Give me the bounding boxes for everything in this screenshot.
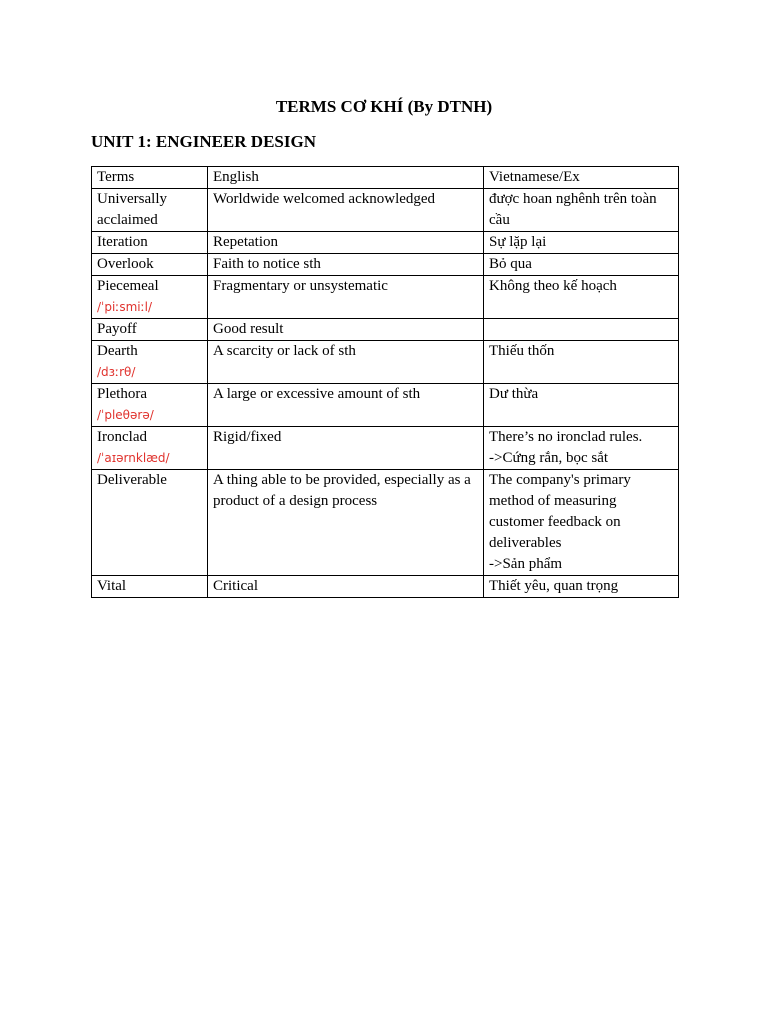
term-cell: Payoff bbox=[92, 319, 208, 341]
term-word: Plethora bbox=[97, 386, 147, 402]
vietnamese-cell: Sự lặp lại bbox=[484, 232, 679, 254]
term-ipa: /ˈpleθərə/ bbox=[97, 408, 154, 422]
vietnamese-cell bbox=[484, 427, 679, 470]
example-sentence: There’s no ironclad rules. bbox=[489, 429, 643, 445]
term-cell: Vital bbox=[92, 576, 208, 598]
english-cell: Critical bbox=[208, 576, 484, 598]
table-row bbox=[92, 576, 679, 598]
vietnamese-cell: được hoan nghênh trên toàn cầu bbox=[484, 189, 679, 232]
table-row bbox=[92, 276, 679, 319]
table-row bbox=[92, 319, 679, 341]
table-row bbox=[92, 470, 679, 576]
header-cell-vietnamese: Vietnamese/Ex bbox=[484, 167, 679, 189]
vietnamese-cell: Dư thừa bbox=[484, 384, 679, 427]
english-cell: Faith to notice sth bbox=[208, 254, 484, 276]
example-translation: ->Sản phẩm bbox=[489, 556, 563, 572]
term-cell bbox=[92, 427, 208, 470]
terms-table bbox=[91, 166, 679, 598]
header-cell-english: English bbox=[208, 167, 484, 189]
document-title: TERMS CƠ KHÍ (By DTNH) bbox=[275, 97, 493, 116]
term-cell: Overlook bbox=[92, 254, 208, 276]
term-word: Ironclad bbox=[97, 429, 147, 445]
term-ipa: /ˈpiːsmiːl/ bbox=[97, 300, 153, 314]
vietnamese-cell bbox=[484, 319, 679, 341]
table-row bbox=[92, 254, 679, 276]
header-cell-terms: Terms bbox=[92, 167, 208, 189]
term-cell: Universally acclaimed bbox=[92, 189, 208, 232]
term-cell bbox=[92, 341, 208, 384]
vietnamese-cell: Không theo kế hoạch bbox=[484, 276, 679, 319]
table-row bbox=[92, 384, 679, 427]
unit-heading: UNIT 1: ENGINEER DESIGN bbox=[91, 132, 316, 151]
vietnamese-cell bbox=[484, 470, 679, 576]
english-cell: Good result bbox=[208, 319, 484, 341]
english-cell: Fragmentary or unsystematic bbox=[208, 276, 484, 319]
english-cell: Worldwide welcomed acknowledged bbox=[208, 189, 484, 232]
term-ipa: /ˈaɪərnklæd/ bbox=[97, 451, 170, 465]
english-cell: Rigid/fixed bbox=[208, 427, 484, 470]
term-cell: Iteration bbox=[92, 232, 208, 254]
example-sentence: The company's primary method of measuring customer feedback on deliverables bbox=[489, 472, 631, 551]
table-row bbox=[92, 232, 679, 254]
table-row bbox=[92, 427, 679, 470]
vietnamese-cell: Bỏ qua bbox=[484, 254, 679, 276]
table-row bbox=[92, 341, 679, 384]
table-row bbox=[92, 189, 679, 232]
term-cell bbox=[92, 276, 208, 319]
term-word: Piecemeal bbox=[97, 278, 159, 294]
vietnamese-cell: Thiết yêu, quan trọng bbox=[484, 576, 679, 598]
example-translation: ->Cứng rắn, bọc sắt bbox=[489, 450, 609, 466]
english-cell: A large or excessive amount of sth bbox=[208, 384, 484, 427]
table-header-row bbox=[92, 167, 679, 189]
english-cell: A scarcity or lack of sth bbox=[208, 341, 484, 384]
vietnamese-cell: Thiếu thốn bbox=[484, 341, 679, 384]
term-cell: Deliverable bbox=[92, 470, 208, 576]
term-ipa: /dɜːrθ/ bbox=[97, 365, 136, 379]
term-word: Dearth bbox=[97, 343, 138, 359]
english-cell: A thing able to be provided, especially as a product of a design process bbox=[208, 470, 484, 576]
term-cell bbox=[92, 384, 208, 427]
english-cell: Repetation bbox=[208, 232, 484, 254]
